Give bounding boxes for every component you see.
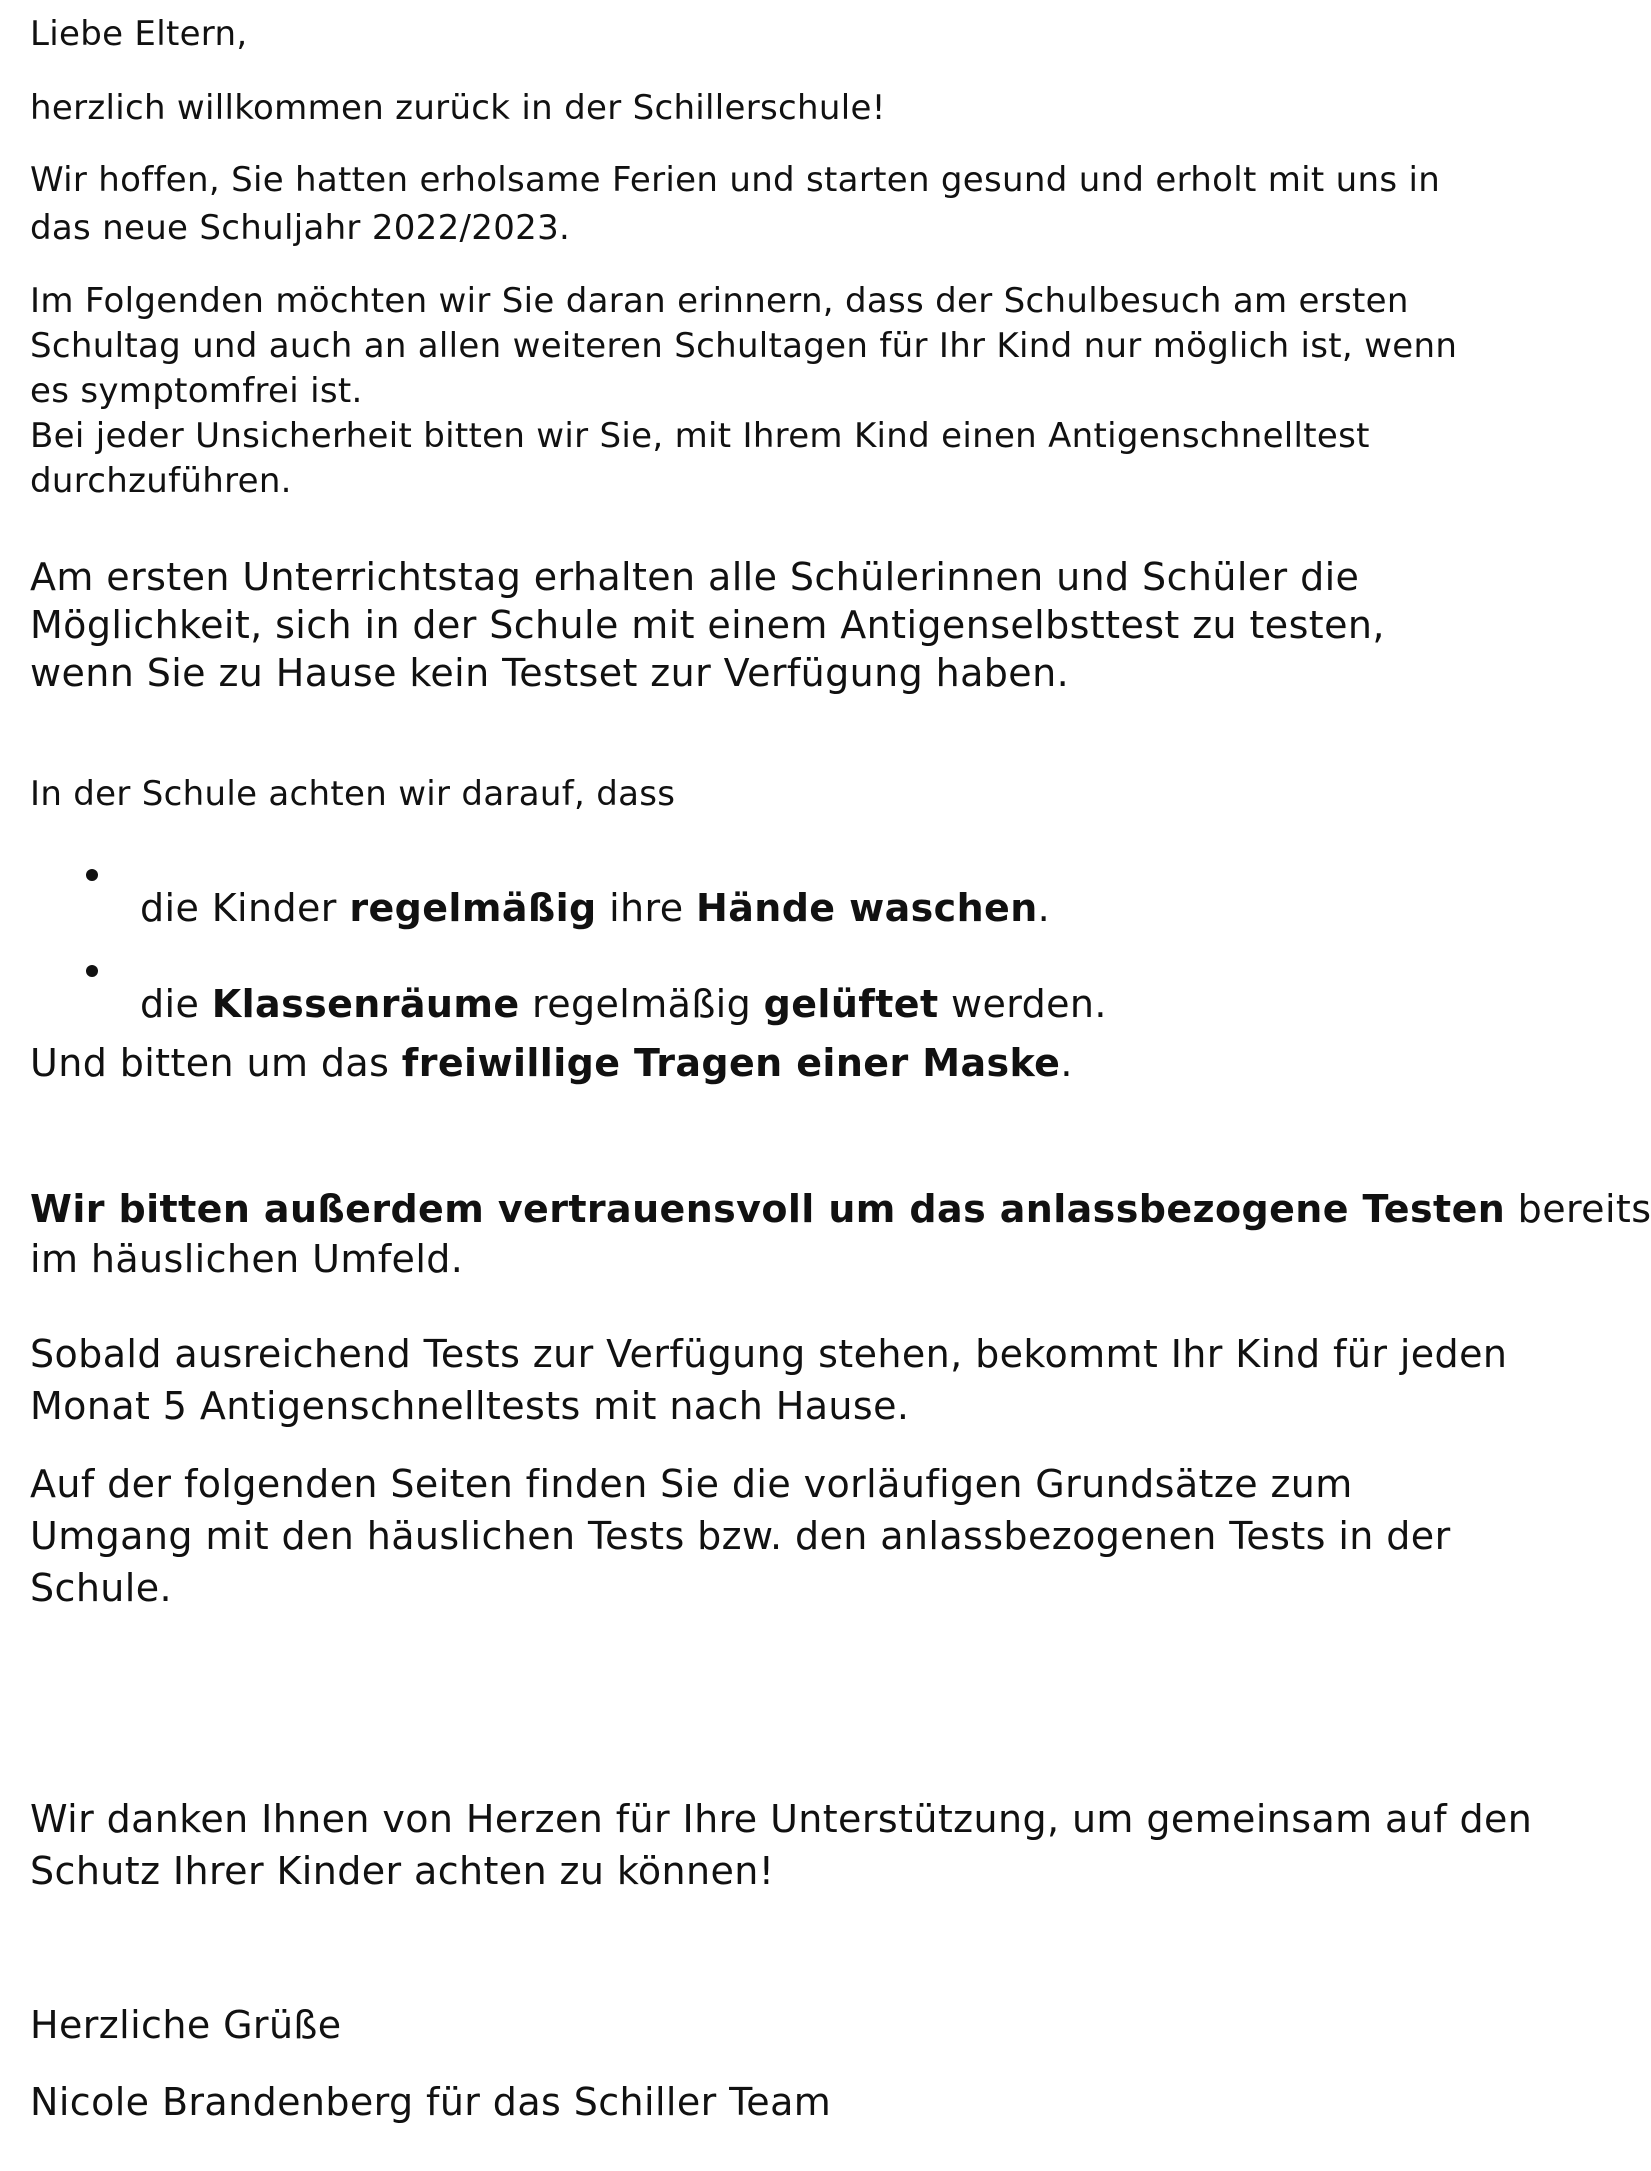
paragraph-2-line-2: Schultag und auch an allen weiteren Schultagen für Ihr Kind nur möglich ist, wenn xyxy=(30,326,1458,366)
paragraph-3-line-2: Möglichkeit, sich in der Schule mit einem Antigenselbsttest zu testen, xyxy=(30,603,1385,647)
testing-request-line-1: Wir bitten außerdem vertrauensvoll um das anlassbezogene Testen bereits xyxy=(30,1187,1651,1231)
bullet-point xyxy=(86,965,98,977)
welcome-line: herzlich willkommen zurück in der Schillerschule! xyxy=(30,88,886,128)
paragraph-5-line-1: Auf der folgenden Seiten finden Sie die vorläufigen Grundsätze zum xyxy=(30,1462,1353,1506)
closing: Herzliche Grüße xyxy=(30,2003,342,2047)
paragraph-3-line-1: Am ersten Unterrichtstag erhalten alle Schülerinnen und Schüler die xyxy=(30,555,1360,599)
thanks-line-2: Schutz Ihrer Kinder achten zu können! xyxy=(30,1849,775,1893)
paragraph-5-line-2: Umgang mit den häuslichen Tests bzw. den anlassbezogenen Tests in der xyxy=(30,1514,1451,1558)
paragraph-1-line-2: das neue Schuljahr 2022/2023. xyxy=(30,208,571,248)
paragraph-3-line-3: wenn Sie zu Hause kein Testset zur Verfügung haben. xyxy=(30,651,1070,695)
paragraph-4-line-2: Monat 5 Antigenschnelltests mit nach Hause. xyxy=(30,1384,910,1428)
thanks-line-1: Wir danken Ihnen von Herzen für Ihre Unterstützung, um gemeinsam auf den xyxy=(30,1797,1533,1841)
bullet-point xyxy=(86,869,98,881)
testing-request-line-2: im häuslichen Umfeld. xyxy=(30,1237,464,1281)
paragraph-1-line-1: Wir hoffen, Sie hatten erholsame Ferien und starten gesund und erholt mit uns in xyxy=(30,160,1441,200)
bullet-item-hand-washing: die Kinder regelmäßig ihre Hände waschen. xyxy=(140,886,1051,930)
paragraph-4-line-1: Sobald ausreichend Tests zur Verfügung stehen, bekommt Ihr Kind für jeden xyxy=(30,1332,1508,1376)
paragraph-2-line-5: durchzuführen. xyxy=(30,461,292,501)
bullet-item-ventilation: die Klassenräume regelmäßig gelüftet werden. xyxy=(140,982,1107,1026)
paragraph-2-line-4: Bei jeder Unsicherheit bitten wir Sie, mit Ihrem Kind einen Antigenschnelltest xyxy=(30,416,1370,456)
school-intro: In der Schule achten wir darauf, dass xyxy=(30,774,676,814)
paragraph-2-line-1: Im Folgenden möchten wir Sie daran erinnern, dass der Schulbesuch am ersten xyxy=(30,281,1409,321)
mask-request: Und bitten um das freiwillige Tragen einer Maske. xyxy=(30,1041,1073,1085)
greeting: Liebe Eltern, xyxy=(30,14,248,54)
paragraph-2-line-3: es symptomfrei ist. xyxy=(30,371,363,411)
paragraph-5-line-3: Schule. xyxy=(30,1566,172,1610)
signature: Nicole Brandenberg für das Schiller Team xyxy=(30,2080,832,2124)
